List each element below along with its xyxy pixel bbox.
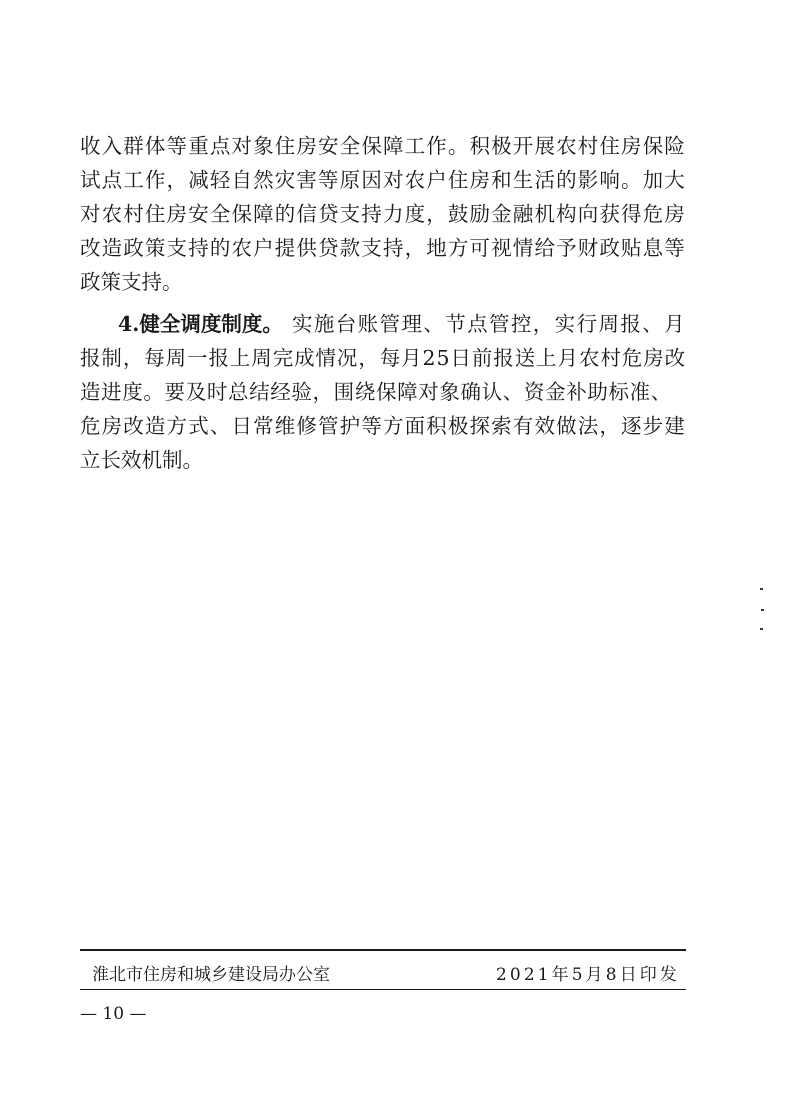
issue-date: 2021年5月8日印发 xyxy=(496,965,680,985)
paragraph-2-line-2: 报制，每周一报上周完成情况，每月25日前报送上月农村危房改 xyxy=(80,346,686,370)
section-heading: 4.健全调度制度。 xyxy=(118,312,283,336)
paragraph-2-line-1: 4.健全调度制度。 实施台账管理、节点管控，实行周报、月 xyxy=(0,307,790,341)
paragraph-1-line-2: 试点工作，减轻自然灾害等原因对农户住房和生活的影响。加大 xyxy=(80,168,686,192)
paragraph-2-line-3: 造进度。要及时总结经验，围绕保障对象确认、资金补助标准、 xyxy=(80,380,672,404)
page-number: — 10 — xyxy=(80,1004,147,1024)
footer-top-rule xyxy=(80,949,686,951)
scan-speck xyxy=(760,628,763,630)
issuer-name: 淮北市住房和城乡建设局办公室 xyxy=(92,965,330,985)
footer-bottom-rule xyxy=(80,989,686,990)
paragraph-1-line-3: 对农村住房安全保障的信贷支持力度，鼓励金融机构向获得危房 xyxy=(80,202,686,226)
paragraph-2-line-5: 立长效机制。 xyxy=(80,448,203,472)
paragraph-1-line-5: 政策支持。 xyxy=(80,270,183,294)
paragraph-1-line-1: 收入群体等重点对象住房安全保障工作。积极开展农村住房保险 xyxy=(80,134,686,158)
paragraph-2-line-4: 危房改造方式、日常维修管护等方面积极探索有效做法，逐步建 xyxy=(80,414,686,438)
scan-speck xyxy=(761,609,764,611)
scan-speck xyxy=(760,588,763,590)
paragraph-1-line-4: 改造政策支持的农户提供贷款支持，地方可视情给予财政贴息等 xyxy=(80,236,686,260)
